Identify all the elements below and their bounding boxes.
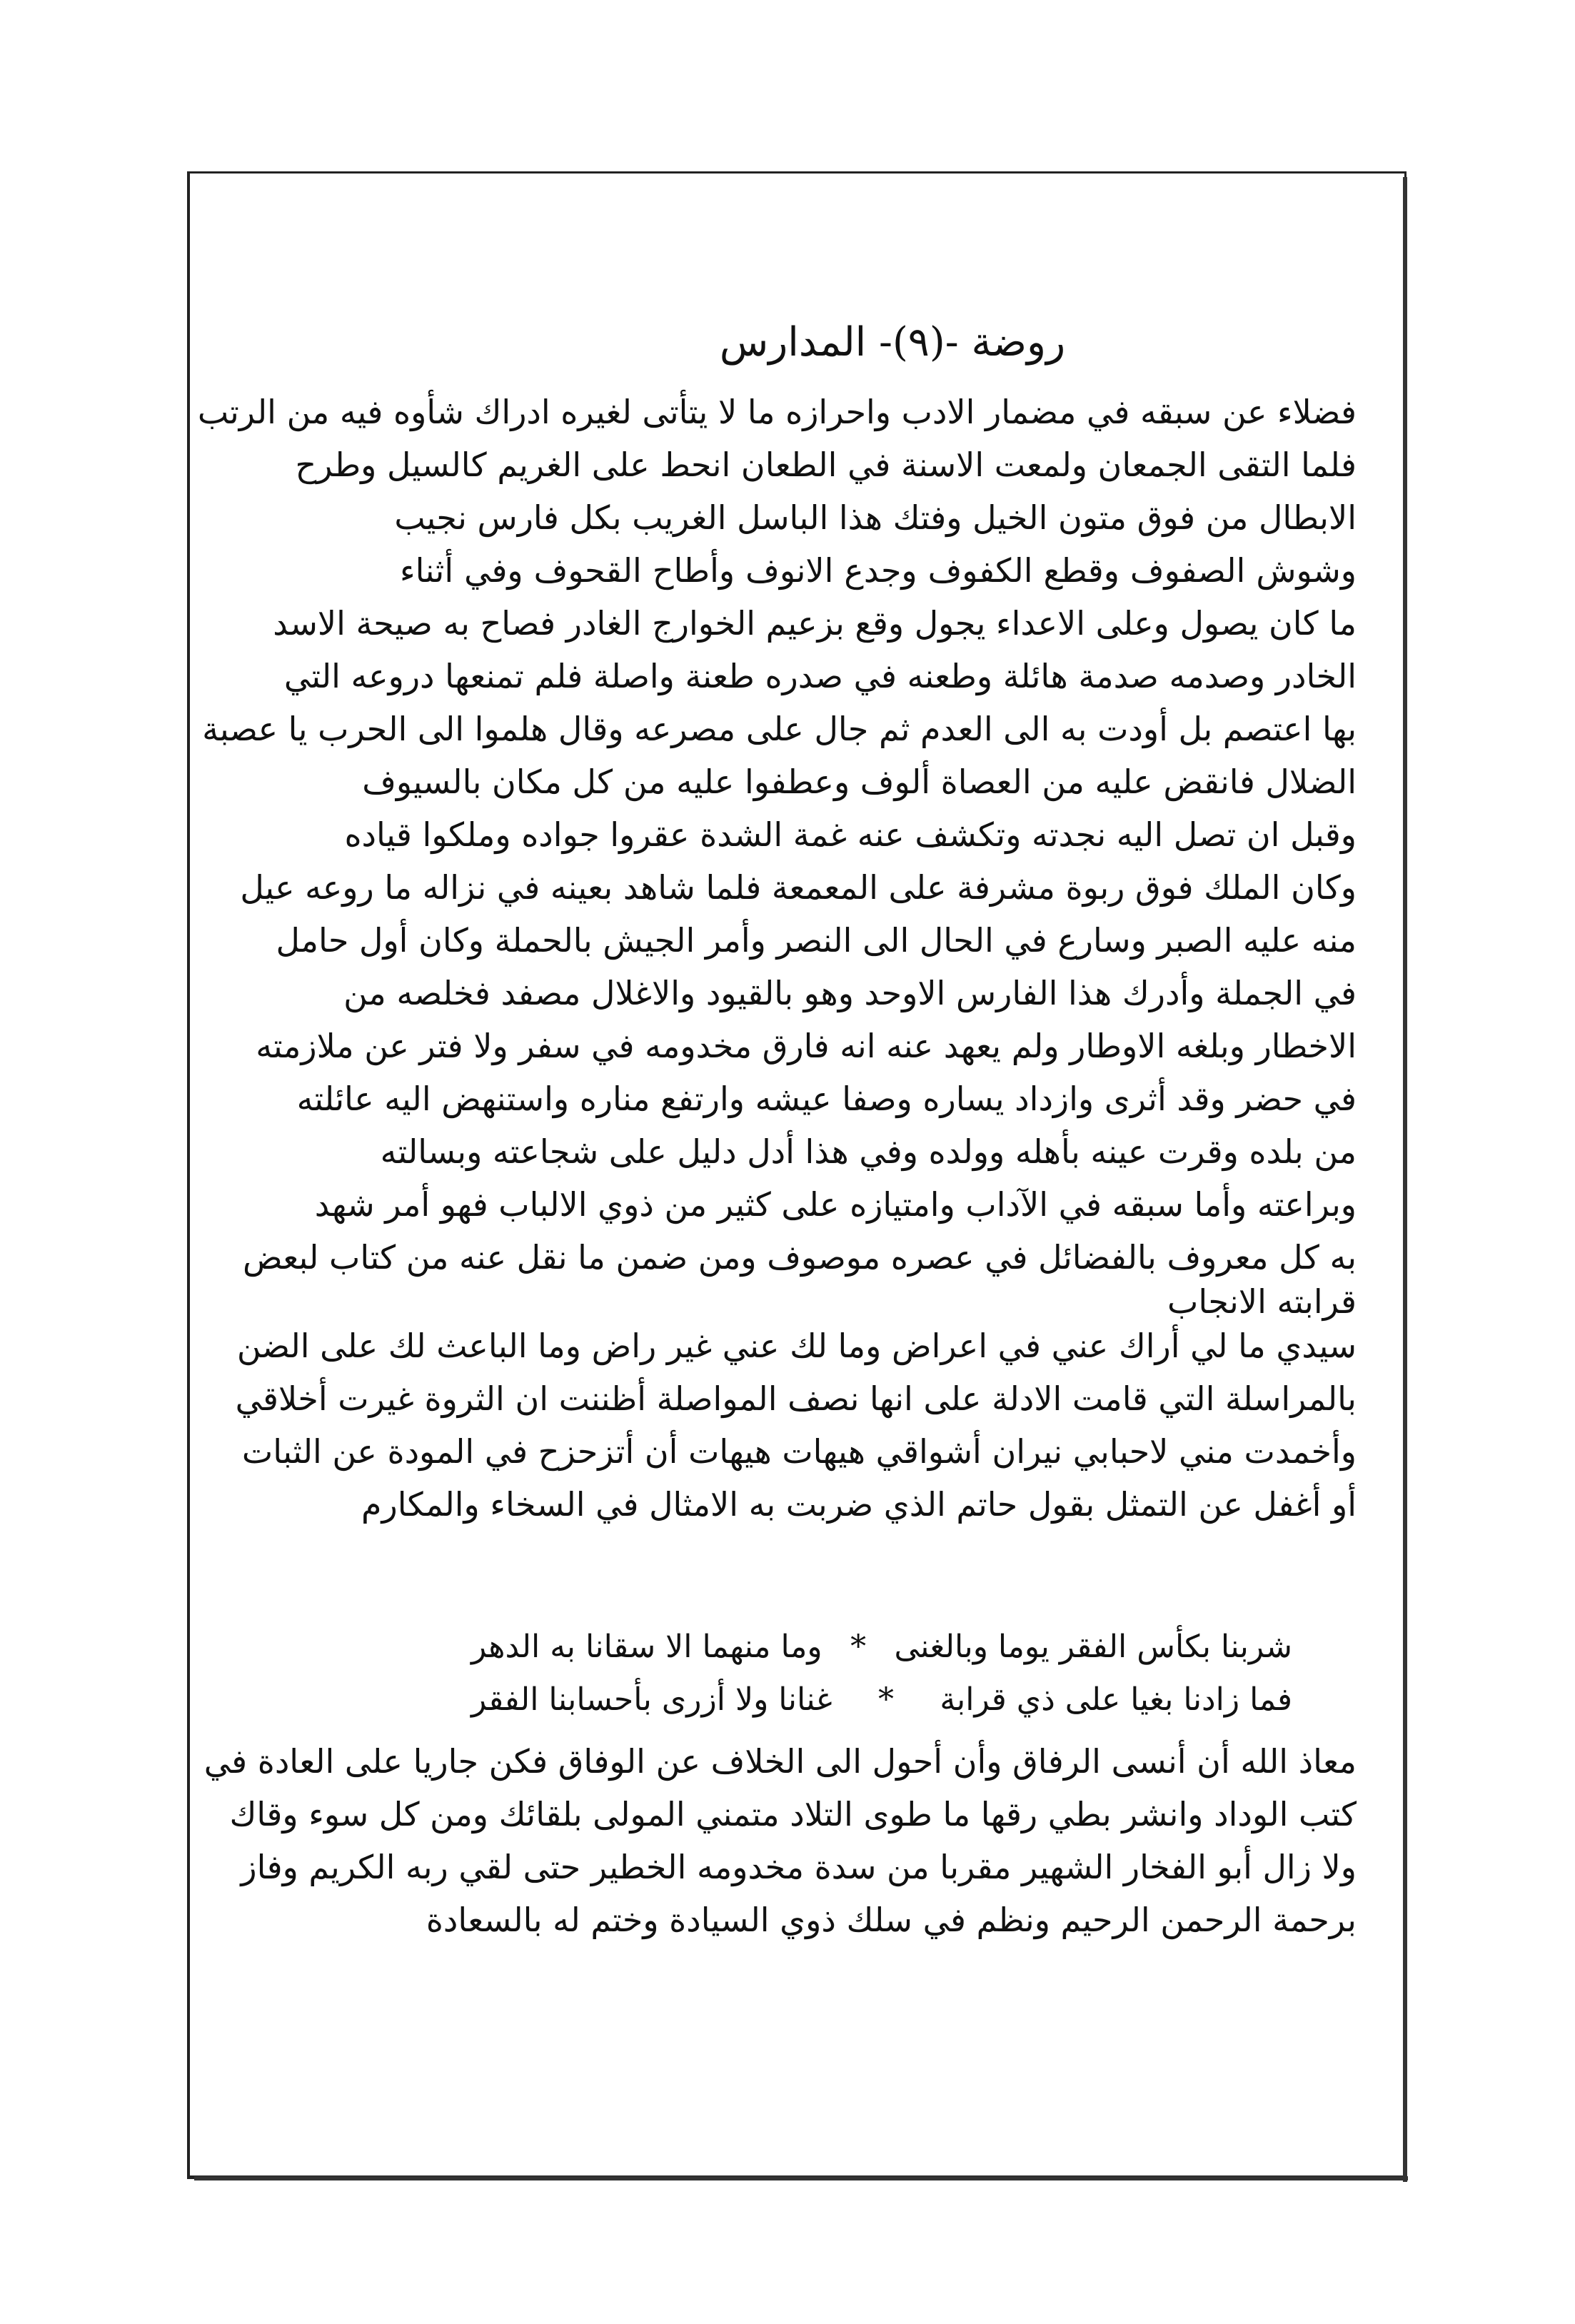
text-line: سيدي ما لي أراك عني في اعراض وما لك عني غير راض وما الباعث لك على الضن: [236, 1327, 1357, 1365]
text-line: الخادر وصدمه صدمة هائلة وطعنه في صدره طعنة واصلة فلم تمنعها دروعه التي: [283, 657, 1357, 695]
text-line: وشوش الصفوف وقطع الكفوف وجدع الانوف وأطاح القحوف وفي أثناء: [400, 551, 1357, 590]
poem-verse: [471, 1621, 1292, 1674]
main-text: [197, 386, 1357, 1531]
text-line: وبراعته وأما سبقه في الآداب وامتيازه على كثير من ذوي الالباب فهو أمر شهد: [314, 1185, 1357, 1224]
poem-verses: [471, 1621, 1292, 1726]
text-line: فضلاء عن سبقه في مضمار الادب واحرازه ما لا يتأتى لغيره ادراك شأوه فيه من الرتب: [197, 393, 1357, 431]
text-line: بالمراسلة التي قامت الادلة على انها نصف المواصلة أظننت ان الثروة غيرت أخلاقي: [235, 1379, 1357, 1418]
poem-verse: [471, 1674, 1292, 1726]
text-line: في الجملة وأدرك هذا الفارس الاوحد وهو بالقيود والاغلال مصفد فخلصه من: [343, 974, 1357, 1012]
text-line: أو أغفل عن التمثل بقول حاتم الذي ضربت به الامثال في السخاء والمكارم: [361, 1485, 1357, 1524]
verse-second-hemistich: غنانا ولا أزرى بأحسابنا الفقر: [471, 1681, 832, 1718]
text-line: الابطال من فوق متون الخيل وفتك هذا الباسل الغريب بكل فارس نجيب: [394, 498, 1357, 537]
text-line: في حضر وقد أثرى وازداد يساره وصفا عيشه وارتفع مناره واستنهض اليه عائلته: [296, 1080, 1357, 1118]
text-line: كتب الوداد وانشر بطي رقها ما طوى التلاد متمني المولى بلقائك ومن كل سوء وقاك: [229, 1795, 1357, 1833]
verse-second-hemistich: وما منهما الا سقانا به الدهر: [471, 1629, 822, 1665]
text-line: الضلال فانقض عليه من العصاة ألوف وعطفوا عليه من كل مكان بالسيوف: [362, 763, 1357, 801]
page-header: روضة -(٩)- المدارس: [719, 319, 1066, 366]
page-border-shadow-right: [1403, 177, 1407, 2182]
text-line: وقبل ان تصل اليه نجدته وتكشف عنه غمة الشدة عقروا جواده وملكوا قياده: [344, 815, 1357, 854]
verse-separator: *: [850, 1629, 867, 1665]
text-line: قرابته الانجاب: [1167, 1282, 1357, 1321]
text-line: الاخطار وبلغه الاوطار ولم يعهد عنه انه فارق مخدومه في سفر ولا فتر عن ملازمته: [256, 1027, 1357, 1065]
text-line: ما كان يصول وعلى الاعداء يجول وقع بزعيم الخوارج الغادر فصاح به صيحة الاسد: [273, 604, 1357, 643]
page-border-shadow-bottom: [194, 2176, 1408, 2180]
text-line: برحمة الرحمن الرحيم ونظم في سلك ذوي السيادة وختم له بالسعادة: [426, 1901, 1357, 1939]
text-line: معاذ الله أن أنسى الرفاق وأن أحول الى الخلاف عن الوفاق فكن جاريا على العادة في: [203, 1742, 1357, 1781]
text-line: من بلده وقرت عينه بأهله وولده وفي هذا أدل دليل على شجاعته وبسالته: [380, 1132, 1357, 1171]
text-line: فلما التقى الجمعان ولمعت الاسنة في الطعان انحط على الغريم كالسيل وطرح: [295, 446, 1357, 484]
text-line: وأخمدت مني لاحبابي نيران أشواقي هيهات هيهات أن أتزحزح في المودة عن الثبات: [241, 1432, 1357, 1471]
text-line: بها اعتصم بل أودت به الى العدم ثم جال على مصرعه وقال هلموا الى الحرب يا عصبة: [202, 710, 1357, 748]
text-line: ولا زال أبو الفخار الشهير مقربا من سدة مخدومه الخطير حتى لقي ربه الكريم وفاز: [241, 1848, 1357, 1886]
text-line: به كل معروف بالفضائل في عصره موصوف ومن ضمن ما نقل عنه من كتاب لبعض: [242, 1238, 1357, 1277]
text-line: منه عليه الصبر وسارع في الحال الى النصر وأمر الجيش بالحملة وكان أول حامل: [276, 921, 1357, 960]
verse-first-hemistich: فما زادنا بغيا على ذي قرابة: [940, 1681, 1292, 1718]
verse-first-hemistich: شربنا بكأس الفقر يوما وبالغنى: [894, 1629, 1292, 1665]
verse-separator: *: [878, 1681, 895, 1718]
text-line: وكان الملك فوق ربوة مشرفة على المعمعة فلما شاهد بعينه في نزاله ما روعه عيل: [240, 868, 1357, 907]
closing-text: [203, 1735, 1357, 1946]
